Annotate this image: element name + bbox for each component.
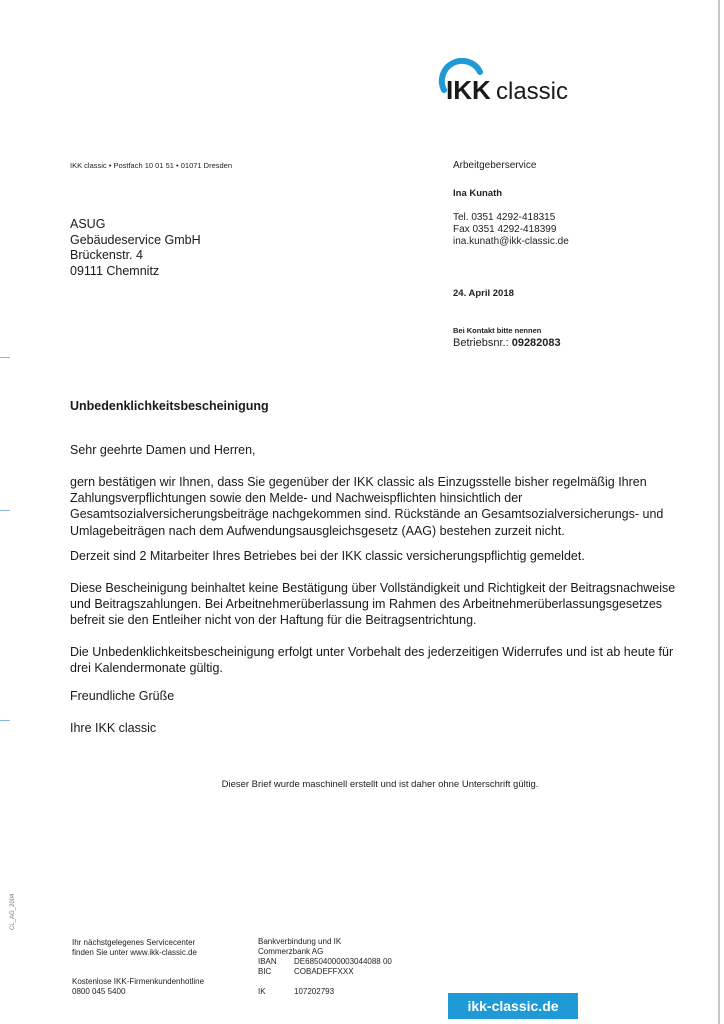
contact-name: Ina Kunath <box>453 188 503 199</box>
page-edge <box>718 0 720 1024</box>
iban-row <box>258 957 392 967</box>
bic-value: COBADEFFXXX <box>294 967 354 976</box>
bic-row <box>258 967 392 977</box>
footer-hotline <box>72 977 204 997</box>
logo-brand: IKK <box>446 75 491 105</box>
fold-mark-bottom <box>0 720 10 721</box>
contact-tel: Tel. 0351 4292-418315 <box>453 212 556 223</box>
recipient-address <box>70 217 201 279</box>
recipient-line-2: Gebäudeservice GmbH <box>70 232 201 247</box>
paragraph-3: Diese Bescheinigung beinhaltet keine Bestätigung über Vollständigkeit und Richtigkeit der Beitragsnachweise und Beitragszahlungen. Bei Arbeitnehmerüberlassung im Rahmen des Arbeitnehmerüberlassungsgesetzes befreit sie den Entleiher nicht von der Haftung für die Beitragsentrichtung. <box>70 581 676 628</box>
closing: Freundliche Grüße <box>70 689 175 703</box>
iban-label: IBAN <box>258 957 277 966</box>
paragraph-2: Derzeit sind 2 Mitarbeiter Ihres Betriebes bei der IKK classic versicherungspflichtig gemeldet. <box>70 549 585 563</box>
logo-suffix: classic <box>496 78 569 105</box>
contact-details <box>453 212 569 248</box>
service-line-1: Ihr nächstgelegenes Servicecenter <box>72 938 196 947</box>
recipient-line-4: 09111 Chemnitz <box>70 263 160 278</box>
department: Arbeitgeberservice <box>453 160 537 171</box>
footer-bank <box>258 937 392 977</box>
reference-number-line <box>453 337 561 349</box>
service-line-2: finden Sie unter www.ikk-classic.de <box>72 948 197 957</box>
ik-value: 107202793 <box>294 987 335 996</box>
website-badge[interactable]: ikk-classic.de <box>448 993 578 1019</box>
ik-row <box>258 987 334 997</box>
fold-mark-top <box>0 357 10 358</box>
iban-value: DE68504000003044088 00 <box>294 957 392 966</box>
contact-fax: Fax 0351 4292-418399 <box>453 224 557 235</box>
punch-mark <box>0 510 10 511</box>
bank-title: Bankverbindung und IK <box>258 937 342 946</box>
form-code: CL_AG_2004 <box>10 893 16 930</box>
hotline-number: 0800 045 5400 <box>72 987 126 996</box>
machine-generated-note: Dieser Brief wurde maschinell erstellt und ist daher ohne Unterschrift gültig. <box>221 779 539 790</box>
letter-subject: Unbedenklichkeitsbescheinigung <box>70 399 269 413</box>
contact-email[interactable]: ina.kunath@ikk-classic.de <box>453 236 569 247</box>
ik-label: IK <box>258 987 266 996</box>
signature: Ihre IKK classic <box>70 721 157 735</box>
bank-name: Commerzbank AG <box>258 947 324 956</box>
recipient-line-3: Brückenstr. 4 <box>70 248 143 262</box>
ikk-classic-logo <box>430 58 590 108</box>
reference-prefix: Betriebsnr.: <box>453 337 509 349</box>
sender-line: IKK classic • Postfach 10 01 51 • 01071 Dresden <box>70 161 233 170</box>
reference-number: 09282083 <box>511 337 561 349</box>
reference-label: Bei Kontakt bitte nennen <box>453 326 542 335</box>
salutation: Sehr geehrte Damen und Herren, <box>70 443 256 457</box>
recipient-line-1: ASUG <box>70 217 106 231</box>
paragraph-4: Die Unbedenklichkeitsbescheinigung erfolgt unter Vorbehalt des jederzeitigen Widerrufes und ist ab heute für drei Kalendermonate gültig. <box>70 645 674 676</box>
bic-label: BIC <box>258 967 272 976</box>
footer-servicecenter <box>72 938 197 958</box>
letter-date: 24. April 2018 <box>453 288 514 299</box>
hotline-label: Kostenlose IKK-Firmenkundenhotline <box>72 977 205 986</box>
paragraph-1: gern bestätigen wir Ihnen, dass Sie gegenüber der IKK classic als Einzugsstelle bisher regelmäßig Ihren Zahlungsverpflichtungen sowie den Melde- und Nachweispflichten hinsichtlich der Gesamtsozialversicherungsbeiträge nachgekommen sind. Rückstände an Gesamtsozialversicherungs- und Umlagebeiträgen nach dem Aufwendungsausgleichsgesetz (AAG) bestehen zurzeit nicht. <box>70 475 664 538</box>
